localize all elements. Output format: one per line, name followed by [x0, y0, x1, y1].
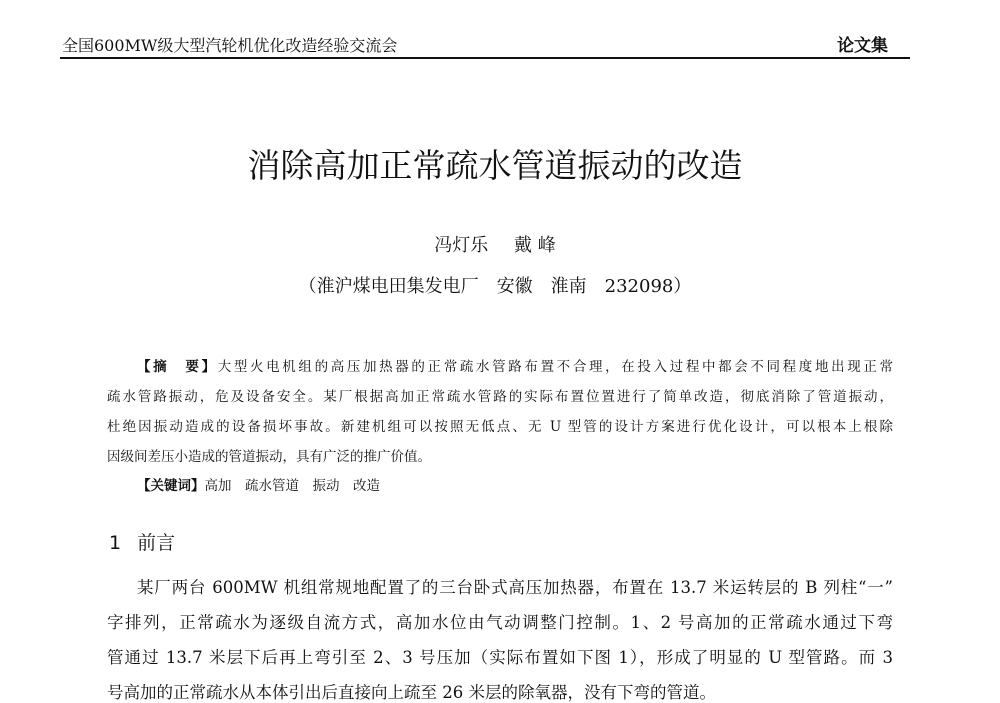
body-line: 字排列，正常疏水为逐级自流方式，高加水位由气动调整门控制。1、2 号高加的正常疏水通过下弯	[107, 613, 893, 632]
body-line: 管通过 13.7 米层下后再上弯引至 2、3 号压加（实际布置如下图 1），形成了明显的 U 型管路。而 3	[107, 648, 893, 667]
abstract-label: 【摘 要】	[137, 359, 218, 375]
keywords-label: 【关键词】	[137, 478, 205, 494]
abstract-line: 因级间差压小造成的管道振动，具有广泛的推广价值。	[107, 449, 431, 465]
abstract-line: 疏水管路振动，危及设备安全。某厂根据高加正常疏水管路的实际布置位置进行了简单改造，彻底消除了管道振动，	[107, 389, 893, 405]
author: 戴 峰	[514, 235, 556, 256]
abstract-line: 【摘 要】大型火电机组的高压加热器的正常疏水管路布置不合理，在投入过程中都会不同程度地出现正常	[137, 359, 894, 375]
author: 冯灯乐	[434, 235, 489, 256]
paper-title: 消除高加正常疏水管道振动的改造	[247, 146, 743, 185]
body-line: 某厂两台 600MW 机组常规地配置了的三台卧式高压加热器，布置在 13.7 米运转层的 B 列柱“一”	[137, 578, 893, 597]
body-line: 号高加的正常疏水从本体引出后直接向上疏至 26 米层的除氧器，没有下弯的管道。	[107, 683, 716, 702]
section-heading: 1 前言	[109, 532, 176, 554]
keywords: 【关键词】高加 疏水管道 振动 改造	[137, 478, 380, 494]
authors	[0, 231, 990, 257]
running-header-section: 论文集	[837, 36, 888, 56]
abstract-line: 杜绝因振动造成的设备损坏事故。新建机组可以按照无低点、无 U 型管的设计方案进行优化设计，可以根本上根除	[107, 419, 893, 435]
affiliation: （淮沪煤电田集发电厂 安徽 淮南 232098）	[298, 276, 692, 297]
running-header-conference: 全国600MW级大型汽轮机优化改造经验交流会	[62, 36, 398, 55]
header-rule	[60, 57, 910, 59]
